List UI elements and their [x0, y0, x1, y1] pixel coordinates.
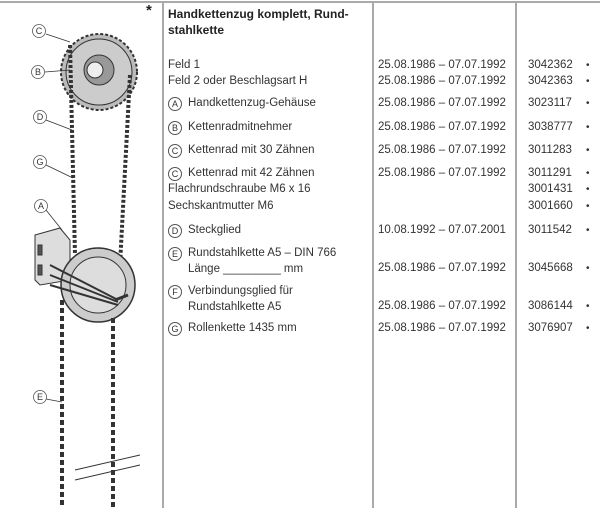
part-description: [168, 321, 297, 337]
part-name: Feld 2 oder Beschlagsart H: [168, 75, 308, 87]
part-bullet: •: [586, 201, 590, 212]
part-date-range: 25.08.1986 – 07.07.1992: [378, 121, 506, 133]
part-number: 3042362: [528, 59, 573, 71]
part-description: [168, 199, 273, 215]
part-description: [168, 74, 307, 90]
part-description: [168, 58, 200, 74]
part-description: [168, 182, 311, 198]
part-name: Kettenrad mit 30 Zähnen: [188, 144, 315, 156]
part-number: 3076907: [528, 322, 573, 334]
part-number: 3011542: [528, 224, 572, 236]
part-number: 3038777: [528, 121, 573, 133]
part-date-range: 25.08.1986 – 07.07.1992: [378, 262, 506, 274]
part-number: 3011291: [528, 167, 572, 179]
part-label-circle: C: [168, 167, 182, 181]
section-heading: [168, 7, 349, 38]
part-date-range: 25.08.1986 – 07.07.1992: [378, 300, 506, 312]
part-date-range: 25.08.1986 – 07.07.1992: [378, 167, 506, 179]
part-name: Rundstahlkette A5 – DIN 766: [188, 247, 337, 259]
part-bullet: •: [586, 184, 590, 195]
part-number: 3045668: [528, 262, 573, 274]
part-name: Kettenrad mit 42 Zähnen: [188, 167, 315, 179]
column-divider: [372, 2, 374, 508]
callout-label: D: [36, 112, 44, 122]
part-bullet: •: [586, 323, 590, 334]
part-label-circle: C: [168, 144, 182, 158]
callout-label: C: [35, 26, 43, 36]
part-name: Feld 1: [168, 59, 200, 71]
part-name-line2: Rundstahlkette A5: [188, 300, 282, 313]
part-bullet: •: [586, 263, 590, 274]
heading-line: stahlkette: [168, 22, 225, 37]
heading-line: Handkettenzug komplett, Rund-: [168, 7, 349, 21]
part-description: [168, 96, 316, 112]
part-description: [168, 143, 315, 159]
part-number: 3023117: [528, 97, 572, 109]
part-bullet: •: [586, 98, 590, 109]
marker-asterisk: *: [146, 2, 152, 19]
callout-label: E: [36, 392, 44, 402]
part-date-range: 25.08.1986 – 07.07.1992: [378, 59, 506, 71]
part-label-circle: B: [168, 121, 182, 135]
callout-label: G: [36, 157, 44, 167]
part-label-circle: E: [168, 247, 182, 261]
part-number: 3086144: [528, 300, 573, 312]
part-name: Kettenradmitnehmer: [188, 121, 293, 133]
part-description: [168, 120, 292, 136]
part-date-range: 25.08.1986 – 07.07.1992: [378, 144, 506, 156]
part-bullet: •: [586, 76, 590, 87]
part-bullet: •: [586, 60, 590, 71]
chain-hoist-illustration: [0, 0, 162, 508]
part-date-range: 25.08.1986 – 07.07.1992: [378, 97, 506, 109]
part-label-circle: A: [168, 97, 182, 111]
part-name: Flachrundschraube M6 x 16: [168, 183, 311, 195]
part-label-circle: F: [168, 285, 182, 299]
part-number: 3001431: [528, 183, 573, 195]
part-date-range: 25.08.1986 – 07.07.1992: [378, 322, 506, 334]
part-name: Sechskantmutter M6: [168, 200, 274, 212]
part-description: [168, 246, 336, 277]
part-number: 3001660: [528, 200, 573, 212]
part-bullet: •: [586, 225, 590, 236]
part-name-line2: Länge _________ mm: [188, 262, 304, 275]
callout-label: B: [34, 67, 42, 77]
part-date-range: 25.08.1986 – 07.07.1992: [378, 75, 506, 87]
part-description: [168, 166, 315, 182]
part-description: [168, 223, 241, 239]
part-number: 3011283: [528, 144, 572, 156]
callout-label: A: [37, 201, 45, 211]
part-date-range: 10.08.1992 – 07.07.2001: [378, 224, 506, 236]
part-name: Steckglied: [188, 224, 242, 236]
part-name: Verbindungsglied für: [188, 285, 293, 297]
part-bullet: •: [586, 122, 590, 133]
part-name: Rollenkette 1435 mm: [188, 322, 297, 334]
part-name: Handkettenzug-Gehäuse: [188, 97, 316, 109]
part-label-circle: D: [168, 224, 182, 238]
part-bullet: •: [586, 168, 590, 179]
part-number: 3042363: [528, 75, 573, 87]
part-description: [168, 284, 293, 315]
part-label-circle: G: [168, 322, 182, 336]
part-bullet: •: [586, 145, 590, 156]
part-bullet: •: [586, 301, 590, 312]
column-divider: [162, 2, 164, 508]
column-divider: [515, 2, 517, 508]
